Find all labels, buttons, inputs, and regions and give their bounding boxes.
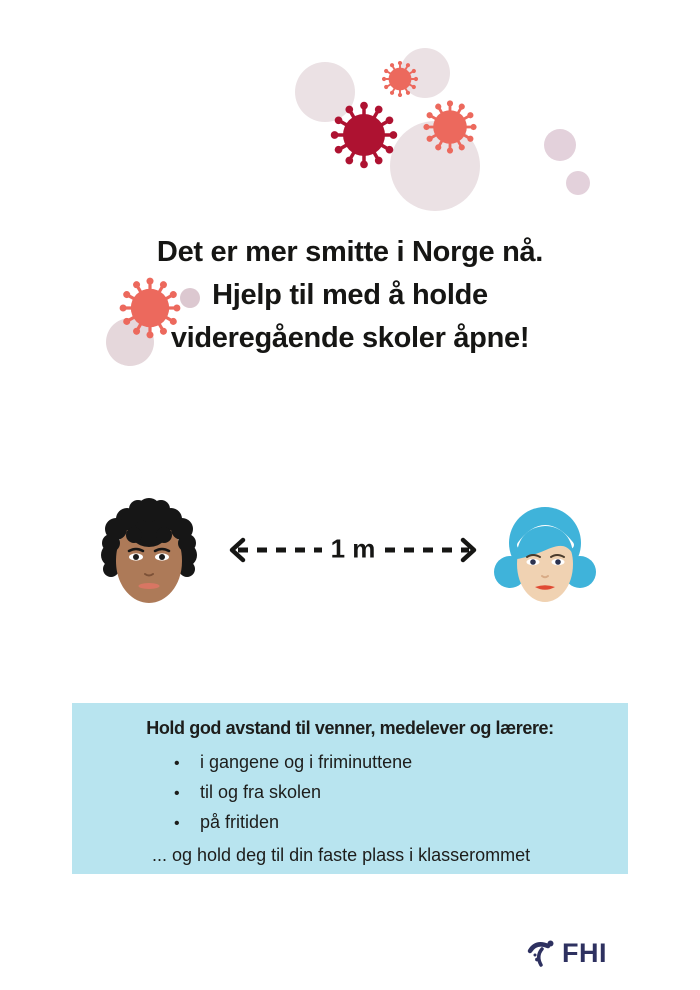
headline-line-3: videregående skoler åpne!: [170, 322, 530, 354]
distance-label: 1 m: [330, 533, 376, 564]
info-box-heading: Hold god avstand til venner, medelever og lærere:: [146, 718, 554, 738]
list-item: [72, 748, 628, 778]
list-item-text: i gangene og i friminuttene: [200, 752, 413, 772]
list-item: [72, 808, 628, 838]
distance-rules-box: [72, 703, 628, 874]
distance-indicator: [226, 532, 480, 568]
fhi-logo-text: FHI: [562, 937, 607, 968]
boy-face-illustration: [98, 495, 200, 609]
list-item-text: på fritiden: [200, 812, 280, 832]
headline-line-2: Hjelp til med å holde: [212, 279, 488, 311]
girl-face-illustration: [493, 499, 597, 611]
curly-hair: [102, 498, 196, 552]
virus-icon-medium-salmon: [422, 99, 478, 155]
headline-line-1: Det er mer smitte i Norge nå.: [156, 236, 544, 268]
bullet-icon: •: [174, 785, 180, 802]
fhi-logo-icon: [526, 937, 558, 969]
list-item: [72, 778, 628, 808]
bullet-icon: •: [174, 815, 180, 832]
headline: [0, 231, 700, 360]
virus-icon-small-salmon: [381, 60, 419, 98]
bullet-icon: •: [174, 755, 180, 772]
fhi-logo: [526, 937, 607, 969]
info-box-footnote: ... og hold deg til din faste plass i klasserommet: [152, 845, 531, 865]
list-item-text: til og fra skolen: [200, 782, 322, 802]
mauve-blob: [566, 171, 590, 195]
mauve-blob: [544, 129, 576, 161]
info-box-list: [72, 748, 628, 838]
virus-icon-large-dark-red: [329, 100, 399, 170]
